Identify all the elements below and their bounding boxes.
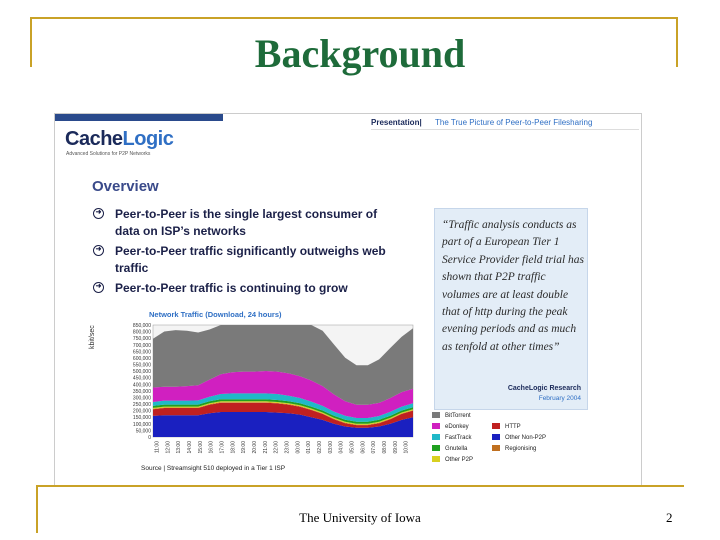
legend-item [492, 423, 521, 431]
presentation-title: The True Picture of Peer-to-Peer Filesharing [435, 118, 593, 127]
y-tick-label: 250,000 [132, 402, 151, 409]
x-tick-label: 12:00 [165, 441, 172, 454]
x-tick-label: 14:00 [186, 441, 193, 454]
quote-text: “Traffic analysis conducts as part of a European Tier 1 Service Provider field trial has shown that P2P traffic volumes are at least double that of http during the peak evening periods and as much as tenfold at other times” [442, 219, 585, 353]
legend-item [432, 423, 469, 431]
y-tick-label: 300,000 [132, 395, 151, 402]
frame-bottom-line [36, 485, 684, 487]
x-tick-label: 06:00 [360, 441, 367, 454]
legend-label: FastTrack [445, 435, 472, 441]
y-tick-label: 700,000 [132, 342, 151, 349]
slide-top-bar [55, 114, 223, 121]
chart-title: Network Traffic (Download, 24 hours) [149, 310, 282, 319]
legend-item [432, 445, 467, 453]
y-tick-label: 500,000 [132, 369, 151, 376]
arrow-circle-icon: ➜ [93, 245, 104, 256]
y-tick-label: 200,000 [132, 408, 151, 415]
bullet-text: Peer-to-Peer traffic is continuing to grow [115, 281, 348, 295]
cachelogic-logo [65, 128, 173, 151]
x-tick-label: 09:00 [392, 441, 399, 454]
overview-heading: Overview [92, 178, 159, 195]
legend-swatch [432, 445, 440, 451]
bullet-item [93, 206, 393, 240]
legend-swatch [432, 434, 440, 440]
network-traffic-chart [95, 317, 425, 467]
bullet-text: Peer-to-Peer is the single largest consumer of data on ISP’s networks [115, 207, 378, 238]
x-tick-label: 13:00 [176, 441, 183, 454]
x-tick-label: 07:00 [371, 441, 378, 454]
y-tick-label: 550,000 [132, 362, 151, 369]
chart-source-note: Source | Streamsight 510 deployed in a Tier 1 ISP [141, 465, 286, 472]
legend-swatch [492, 434, 500, 440]
x-tick-label: 23:00 [284, 441, 291, 454]
y-tick-label: 150,000 [132, 415, 151, 422]
logo-tagline: Advanced Solutions for P2P Networks [66, 151, 151, 157]
page-number: 2 [666, 510, 673, 525]
x-tick-label: 16:00 [208, 441, 215, 454]
x-tick-label: 03:00 [327, 441, 334, 454]
quote-date: February 2004 [538, 395, 581, 402]
y-tick-label: 450,000 [132, 375, 151, 382]
x-tick-label: 05:00 [349, 441, 356, 454]
legend-item [492, 434, 546, 442]
legend-item [432, 412, 471, 420]
legend-item [492, 445, 536, 453]
footer-institution: The University of Iowa [299, 510, 421, 525]
y-tick-label: 0 [148, 435, 151, 441]
legend-item [432, 434, 471, 442]
frame-top-line [30, 17, 678, 19]
logo-cache: Cache [65, 128, 123, 150]
x-tick-label: 18:00 [230, 441, 237, 454]
bullet-item [93, 243, 393, 277]
y-tick-label: 350,000 [132, 388, 151, 395]
quote-source: CacheLogic Research [507, 385, 581, 392]
legend-swatch [492, 423, 500, 429]
legend-label: Other P2P [445, 457, 474, 463]
x-tick-label: 21:00 [262, 441, 269, 454]
legend-item [432, 456, 473, 464]
legend-label: Other Non-P2P [505, 435, 547, 441]
x-tick-label: 17:00 [219, 441, 226, 454]
x-tick-label: 19:00 [241, 441, 248, 454]
bullet-text: Peer-to-Peer traffic significantly outweighs web traffic [115, 244, 386, 275]
logo-logic: Logic [122, 128, 174, 150]
slide-title: Background [254, 31, 466, 76]
x-tick-label: 20:00 [251, 441, 258, 454]
presentation-label: Presentation| [371, 118, 422, 127]
legend-swatch [432, 456, 440, 462]
x-tick-label: 11:00 [154, 441, 161, 454]
x-tick-label: 08:00 [381, 441, 388, 454]
x-tick-label: 15:00 [197, 441, 204, 454]
y-tick-label: 400,000 [132, 382, 151, 389]
y-tick-label: 650,000 [132, 349, 151, 356]
chart-y-label: kbit/sec [89, 325, 96, 349]
x-tick-label: 10:00 [403, 441, 410, 454]
embedded-slide-image [54, 113, 642, 487]
presentation-divider [371, 129, 639, 130]
x-tick-label: 01:00 [306, 441, 313, 454]
bullet-item [93, 280, 393, 297]
legend-label: eDonkey [445, 424, 469, 430]
y-tick-label: 800,000 [132, 329, 151, 336]
y-tick-label: 100,000 [132, 421, 151, 428]
quote-box [434, 208, 588, 410]
legend-swatch [432, 423, 440, 429]
y-tick-label: 600,000 [132, 355, 151, 362]
legend-swatch [492, 445, 500, 451]
y-tick-label: 50,000 [135, 428, 151, 435]
bullet-list [93, 206, 393, 300]
legend-label: Gnutella [445, 446, 468, 452]
legend-label: HTTP [505, 424, 521, 430]
x-tick-label: 02:00 [316, 441, 323, 454]
legend-label: BitTorrent [445, 413, 471, 419]
x-tick-label: 00:00 [295, 441, 302, 454]
y-tick-label: 850,000 [132, 323, 151, 329]
arrow-circle-icon: ➜ [93, 208, 104, 219]
y-tick-label: 750,000 [132, 336, 151, 343]
x-tick-label: 04:00 [338, 441, 345, 454]
legend-swatch [432, 412, 440, 418]
arrow-circle-icon: ➜ [93, 282, 104, 293]
legend-label: Regionising [505, 446, 537, 452]
x-tick-label: 22:00 [273, 441, 280, 454]
